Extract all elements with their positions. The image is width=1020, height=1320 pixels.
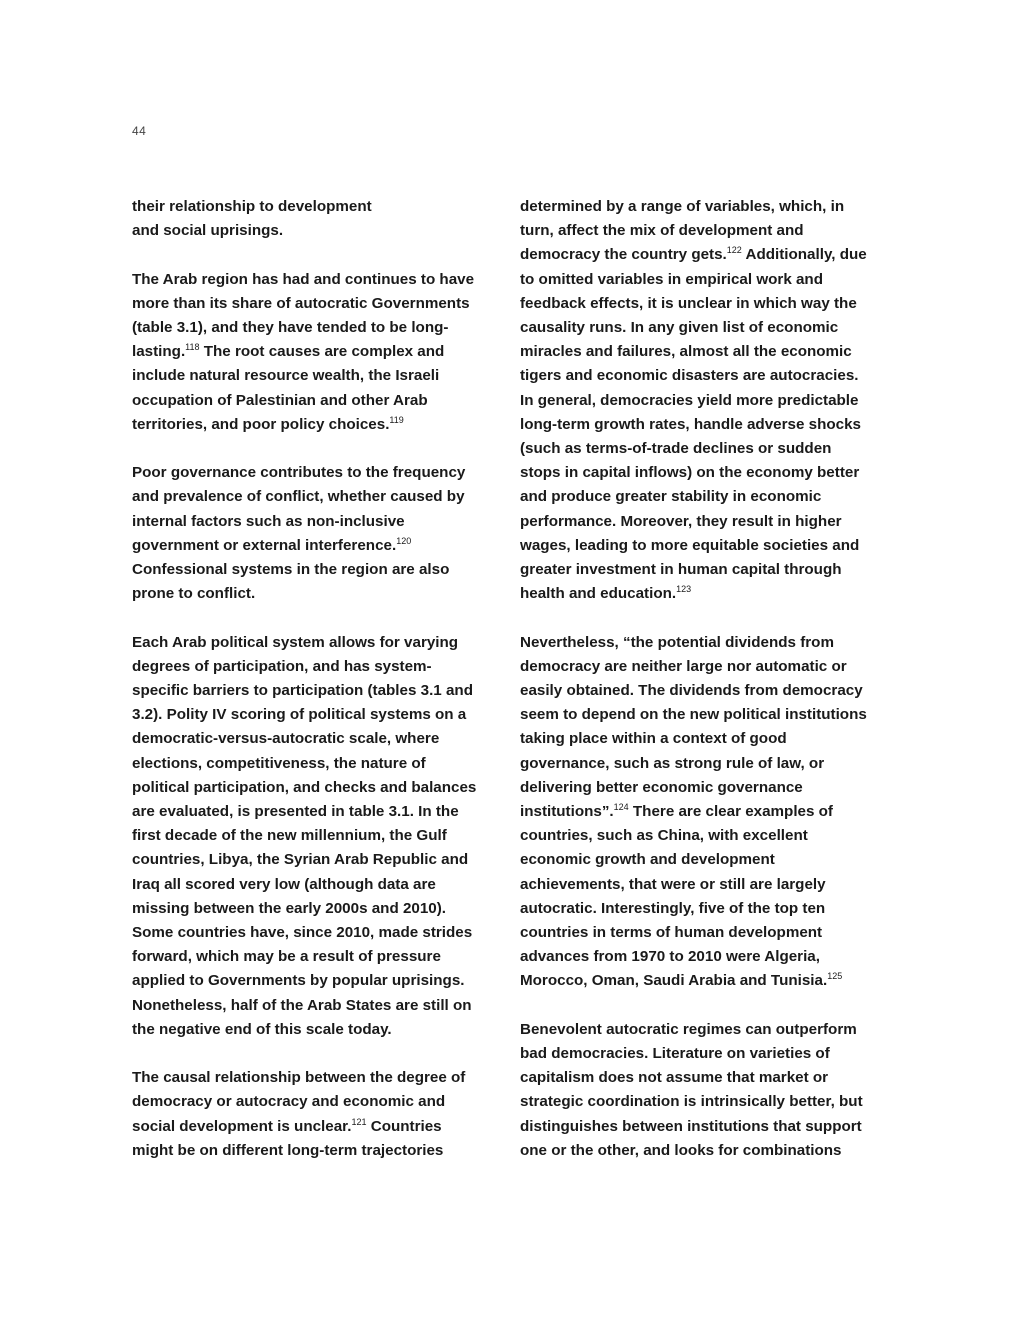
paragraph-autocratic-governments bbox=[132, 268, 494, 437]
footnote-ref-124: 124 bbox=[613, 802, 629, 813]
paragraph-text: Poor governance contributes to the frequency and prevalence of conflict, whether caused by internal factors such as non-inclusive government or external interference. bbox=[132, 464, 466, 554]
footnote-ref-119: 119 bbox=[389, 414, 404, 425]
paragraph-text: Nevertheless, “the potential dividends from democracy are neither large nor automatic or easily obtained. The dividends from democracy seem to depend on the new political institutions taking place within a context of good governance, such as strong rule of law, or delivering better economic governance institutions”. bbox=[520, 633, 867, 821]
right-text-column bbox=[520, 195, 882, 1163]
paragraph-political-participation bbox=[132, 631, 494, 1042]
footnote-ref-120: 120 bbox=[396, 535, 412, 546]
paragraph-text: Each Arab political system allows for varying degrees of participation, and has system- specific barriers to participation (tables 3.1 and 3.2). Polity IV scoring of political systems on a democratic-versus-autocratic scale, where elections, competitiveness, the nature of political participation, and checks and balances are evaluated, is presented in table 3.1. In the first decade of the new millennium, the Gulf countries, Libya, the Syrian Arab Republic and Iraq all scored very low (although data are missing between the early 2000s and 2010). Some countries have, since 2010, made strides forward, which may be a result of pressure applied to Governments by popular uprisings. Nonetheless, half of the Arab States are still on the negative end of this scale today. bbox=[132, 633, 477, 1038]
footnote-ref-123: 123 bbox=[676, 584, 692, 595]
paragraph-text: The Arab region has had and continues to have more than its share of autocratic Governments (table 3.1), and they have tended to be long- lasting. bbox=[132, 270, 475, 361]
footnote-ref-125: 125 bbox=[827, 971, 843, 982]
paragraph-variables-democracy bbox=[520, 195, 882, 606]
paragraph-text: Confessional systems in the region are also prone to conflict. bbox=[132, 561, 450, 603]
paragraph-poor-governance bbox=[132, 461, 494, 606]
left-text-column bbox=[132, 195, 494, 1163]
paragraph-text: The root causes are complex and include natural resource wealth, the Israeli occupation of Palestinian and other Arab territories, and poor policy choices. bbox=[132, 343, 445, 433]
paragraph-text: Benevolent autocratic regimes can outperform bad democracies. Literature on varieties of capitalism does not assume that market or strategic coordination is intrinsically better, but distinguishes between institutions that support one or the other, and looks for combinations bbox=[520, 1020, 863, 1159]
paragraph-democracy-dividends bbox=[520, 631, 882, 994]
paragraph-text: determined by a range of variables, which, in turn, affect the mix of development and democracy the country gets. bbox=[520, 198, 845, 264]
paragraph-text: Countries might be on different long-term trajectories bbox=[132, 1117, 444, 1159]
paragraph-text: Additionally, due to omitted variables in empirical work and feedback effects, it is unclear in which way the causality runs. In any given list of economic miracles and failures, almost all the economic tigers and economic disasters are autocracies. In general, democracies yield more predictable long-term growth rates, handle adverse shocks (such as terms-of-trade declines or sudden stops in capital inflows) on the economy better and produce greater stability in economic performance. Moreover, they result in higher wages, leading to more equitable societies and greater investment in human capital through health and education. bbox=[520, 246, 867, 603]
paragraph-causal-relationship bbox=[132, 1066, 494, 1163]
paragraph-benevolent-autocracy bbox=[520, 1018, 882, 1163]
paragraph-text: The causal relationship between the degree of democracy or autocracy and economic and social development is unclear. bbox=[132, 1069, 466, 1135]
footnote-ref-122: 122 bbox=[726, 245, 742, 256]
paragraph-text: There are clear examples of countries, such as China, with excellent economic growth and development achievements, that were or still are largely autocratic. Interestingly, five of the top ten countries in terms of human development advances from 1970 to 2010 were Algeria, Morocco, Oman, Saudi Arabia and Tunisia. bbox=[520, 803, 833, 990]
paragraph-intro-fragment bbox=[132, 195, 494, 243]
footnote-ref-118: 118 bbox=[185, 342, 200, 353]
footnote-ref-121: 121 bbox=[351, 1116, 367, 1127]
paragraph-text: their relationship to development and social uprisings. bbox=[132, 198, 372, 240]
page-number: 44 bbox=[132, 124, 147, 138]
